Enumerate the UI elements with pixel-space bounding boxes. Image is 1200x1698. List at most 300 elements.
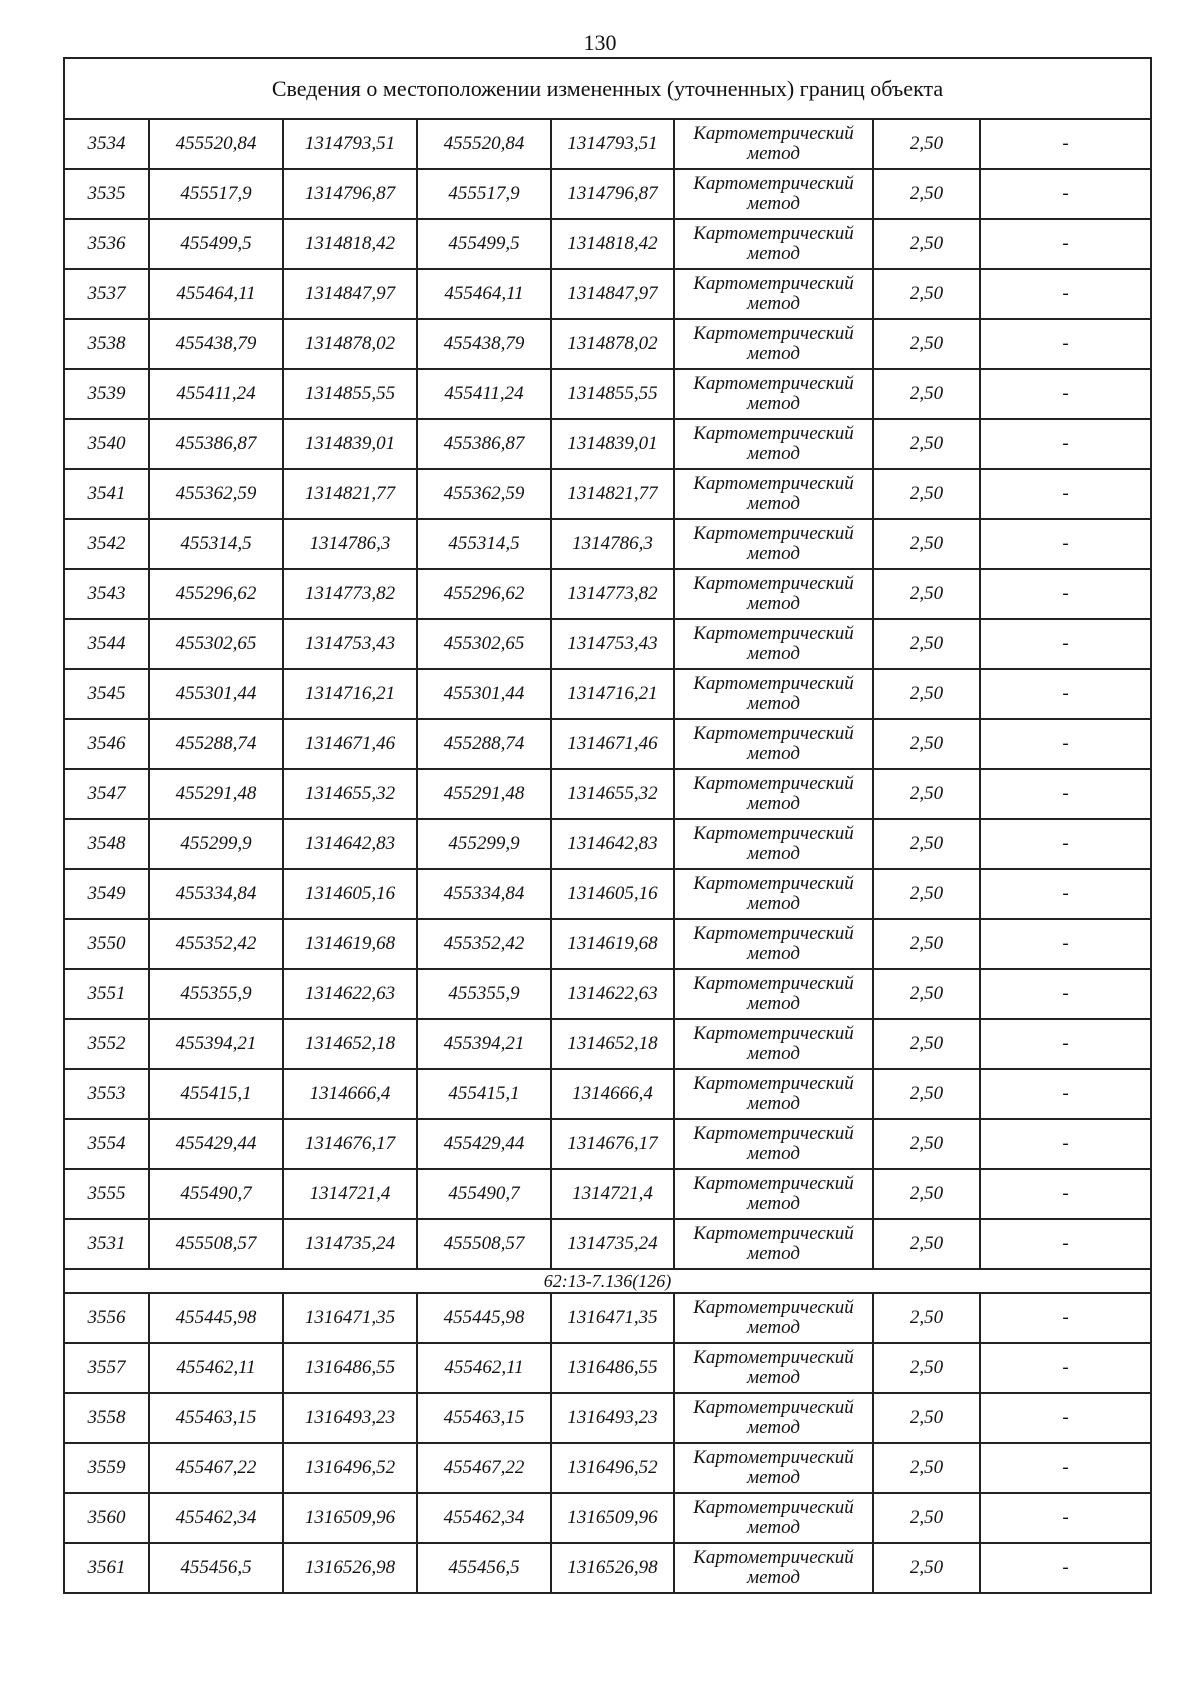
method-cell bbox=[674, 719, 873, 769]
point-number-cell: 3555 bbox=[64, 1169, 149, 1219]
description-cell: - bbox=[980, 619, 1151, 669]
accuracy-cell: 2,50 bbox=[873, 1393, 980, 1443]
method-word-2: метод bbox=[747, 1367, 800, 1388]
y-existing-cell: 1314818,42 bbox=[283, 219, 417, 269]
description-cell: - bbox=[980, 269, 1151, 319]
point-number-cell: 3554 bbox=[64, 1119, 149, 1169]
y-existing-cell: 1314666,4 bbox=[283, 1069, 417, 1119]
point-number-cell: 3538 bbox=[64, 319, 149, 369]
point-number-cell: 3559 bbox=[64, 1443, 149, 1493]
method-cell bbox=[674, 1019, 873, 1069]
method-word-1: Картометрический bbox=[693, 1447, 854, 1468]
point-number-cell: 3552 bbox=[64, 1019, 149, 1069]
x-existing-cell: 455288,74 bbox=[149, 719, 283, 769]
method-cell bbox=[674, 219, 873, 269]
method-word-2: метод bbox=[747, 1317, 800, 1338]
method-cell bbox=[674, 519, 873, 569]
x-existing-cell: 455301,44 bbox=[149, 669, 283, 719]
y-new-cell: 1316496,52 bbox=[551, 1443, 674, 1493]
accuracy-cell: 2,50 bbox=[873, 1219, 980, 1269]
accuracy-cell: 2,50 bbox=[873, 969, 980, 1019]
method-word-2: метод bbox=[747, 843, 800, 864]
x-existing-cell: 455464,11 bbox=[149, 269, 283, 319]
table-row bbox=[64, 919, 1151, 969]
x-existing-cell: 455517,9 bbox=[149, 169, 283, 219]
accuracy-cell: 2,50 bbox=[873, 1169, 980, 1219]
table-title: Сведения о местоположении измененных (уточненных) границ объекта bbox=[64, 58, 1151, 119]
method-cell bbox=[674, 819, 873, 869]
method-word-1: Картометрический bbox=[693, 123, 854, 144]
method-word-2: метод bbox=[747, 643, 800, 664]
method-word-1: Картометрический bbox=[693, 773, 854, 794]
method-word-1: Картометрический bbox=[693, 723, 854, 744]
method-word-2: метод bbox=[747, 293, 800, 314]
y-existing-cell: 1316496,52 bbox=[283, 1443, 417, 1493]
x-new-cell: 455508,57 bbox=[417, 1219, 551, 1269]
method-word-2: метод bbox=[747, 993, 800, 1014]
y-existing-cell: 1314676,17 bbox=[283, 1119, 417, 1169]
method-cell bbox=[674, 369, 873, 419]
method-word-2: метод bbox=[747, 893, 800, 914]
description-cell: - bbox=[980, 1343, 1151, 1393]
method-cell bbox=[674, 319, 873, 369]
method-cell bbox=[674, 1069, 873, 1119]
method-word-1: Картометрический bbox=[693, 1297, 854, 1318]
method-cell bbox=[674, 1543, 873, 1593]
description-cell: - bbox=[980, 319, 1151, 369]
y-new-cell: 1314793,51 bbox=[551, 119, 674, 169]
x-new-cell: 455520,84 bbox=[417, 119, 551, 169]
method-word-1: Картометрический bbox=[693, 273, 854, 294]
x-existing-cell: 455429,44 bbox=[149, 1119, 283, 1169]
table-row bbox=[64, 1293, 1151, 1343]
x-existing-cell: 455296,62 bbox=[149, 569, 283, 619]
method-word-2: метод bbox=[747, 1093, 800, 1114]
x-existing-cell: 455438,79 bbox=[149, 319, 283, 369]
table-row bbox=[64, 319, 1151, 369]
method-word-2: метод bbox=[747, 743, 800, 764]
y-existing-cell: 1314716,21 bbox=[283, 669, 417, 719]
description-cell: - bbox=[980, 919, 1151, 969]
description-cell: - bbox=[980, 1019, 1151, 1069]
description-cell: - bbox=[980, 569, 1151, 619]
y-new-cell: 1314652,18 bbox=[551, 1019, 674, 1069]
y-existing-cell: 1314619,68 bbox=[283, 919, 417, 969]
description-cell: - bbox=[980, 1219, 1151, 1269]
description-cell: - bbox=[980, 219, 1151, 269]
method-cell bbox=[674, 1393, 873, 1443]
method-cell bbox=[674, 1219, 873, 1269]
y-new-cell: 1314773,82 bbox=[551, 569, 674, 619]
description-cell: - bbox=[980, 869, 1151, 919]
method-cell bbox=[674, 469, 873, 519]
method-word-1: Картометрический bbox=[693, 1023, 854, 1044]
accuracy-cell: 2,50 bbox=[873, 619, 980, 669]
method-word-2: метод bbox=[747, 343, 800, 364]
y-existing-cell: 1314847,97 bbox=[283, 269, 417, 319]
method-cell bbox=[674, 1343, 873, 1393]
table-row bbox=[64, 719, 1151, 769]
y-new-cell: 1314878,02 bbox=[551, 319, 674, 369]
description-cell: - bbox=[980, 719, 1151, 769]
point-number-cell: 3553 bbox=[64, 1069, 149, 1119]
y-existing-cell: 1316486,55 bbox=[283, 1343, 417, 1393]
point-number-cell: 3548 bbox=[64, 819, 149, 869]
x-existing-cell: 455394,21 bbox=[149, 1019, 283, 1069]
method-word-1: Картометрический bbox=[693, 173, 854, 194]
y-new-cell: 1314666,4 bbox=[551, 1069, 674, 1119]
x-new-cell: 455299,9 bbox=[417, 819, 551, 869]
x-existing-cell: 455520,84 bbox=[149, 119, 283, 169]
method-cell bbox=[674, 969, 873, 1019]
table-row bbox=[64, 1119, 1151, 1169]
description-cell: - bbox=[980, 769, 1151, 819]
method-cell bbox=[674, 669, 873, 719]
x-existing-cell: 455362,59 bbox=[149, 469, 283, 519]
table-row bbox=[64, 469, 1151, 519]
x-new-cell: 455314,5 bbox=[417, 519, 551, 569]
x-existing-cell: 455386,87 bbox=[149, 419, 283, 469]
description-cell: - bbox=[980, 519, 1151, 569]
y-new-cell: 1314676,17 bbox=[551, 1119, 674, 1169]
accuracy-cell: 2,50 bbox=[873, 419, 980, 469]
method-word-1: Картометрический bbox=[693, 1397, 854, 1418]
x-new-cell: 455462,34 bbox=[417, 1493, 551, 1543]
method-word-1: Картометрический bbox=[693, 1123, 854, 1144]
y-new-cell: 1314655,32 bbox=[551, 769, 674, 819]
method-word-2: метод bbox=[747, 1193, 800, 1214]
y-existing-cell: 1314721,4 bbox=[283, 1169, 417, 1219]
y-existing-cell: 1316526,98 bbox=[283, 1543, 417, 1593]
method-word-2: метод bbox=[747, 1043, 800, 1064]
y-existing-cell: 1314878,02 bbox=[283, 319, 417, 369]
x-existing-cell: 455508,57 bbox=[149, 1219, 283, 1269]
y-existing-cell: 1314773,82 bbox=[283, 569, 417, 619]
table-row bbox=[64, 1343, 1151, 1393]
accuracy-cell: 2,50 bbox=[873, 1543, 980, 1593]
accuracy-cell: 2,50 bbox=[873, 1443, 980, 1493]
x-new-cell: 455467,22 bbox=[417, 1443, 551, 1493]
accuracy-cell: 2,50 bbox=[873, 169, 980, 219]
accuracy-cell: 2,50 bbox=[873, 869, 980, 919]
y-new-cell: 1314622,63 bbox=[551, 969, 674, 1019]
method-word-2: метод bbox=[747, 943, 800, 964]
method-cell bbox=[674, 1169, 873, 1219]
table-row bbox=[64, 1169, 1151, 1219]
accuracy-cell: 2,50 bbox=[873, 1119, 980, 1169]
y-new-cell: 1314821,77 bbox=[551, 469, 674, 519]
method-word-1: Картометрический bbox=[693, 1347, 854, 1368]
point-number-cell: 3544 bbox=[64, 619, 149, 669]
method-word-2: метод bbox=[747, 1567, 800, 1588]
y-new-cell: 1314855,55 bbox=[551, 369, 674, 419]
point-number-cell: 3557 bbox=[64, 1343, 149, 1393]
accuracy-cell: 2,50 bbox=[873, 319, 980, 369]
method-word-2: метод bbox=[747, 1243, 800, 1264]
method-word-1: Картометрический bbox=[693, 923, 854, 944]
accuracy-cell: 2,50 bbox=[873, 569, 980, 619]
accuracy-cell: 2,50 bbox=[873, 819, 980, 869]
x-existing-cell: 455314,5 bbox=[149, 519, 283, 569]
description-cell: - bbox=[980, 1393, 1151, 1443]
method-word-1: Картометрический bbox=[693, 1223, 854, 1244]
point-number-cell: 3545 bbox=[64, 669, 149, 719]
x-new-cell: 455456,5 bbox=[417, 1543, 551, 1593]
y-new-cell: 1316526,98 bbox=[551, 1543, 674, 1593]
accuracy-cell: 2,50 bbox=[873, 1019, 980, 1069]
accuracy-cell: 2,50 bbox=[873, 219, 980, 269]
x-new-cell: 455334,84 bbox=[417, 869, 551, 919]
table-row bbox=[64, 819, 1151, 869]
method-word-1: Картометрический bbox=[693, 573, 854, 594]
table-row bbox=[64, 369, 1151, 419]
x-new-cell: 455288,74 bbox=[417, 719, 551, 769]
method-word-2: метод bbox=[747, 1143, 800, 1164]
y-new-cell: 1316471,35 bbox=[551, 1293, 674, 1343]
point-number-cell: 3541 bbox=[64, 469, 149, 519]
y-existing-cell: 1314735,24 bbox=[283, 1219, 417, 1269]
point-number-cell: 3561 bbox=[64, 1543, 149, 1593]
description-cell: - bbox=[980, 119, 1151, 169]
x-new-cell: 455463,15 bbox=[417, 1393, 551, 1443]
method-word-1: Картометрический bbox=[693, 623, 854, 644]
method-word-2: метод bbox=[747, 1517, 800, 1538]
y-new-cell: 1314642,83 bbox=[551, 819, 674, 869]
y-existing-cell: 1314839,01 bbox=[283, 419, 417, 469]
method-word-1: Картометрический bbox=[693, 423, 854, 444]
accuracy-cell: 2,50 bbox=[873, 1493, 980, 1543]
accuracy-cell: 2,50 bbox=[873, 519, 980, 569]
x-existing-cell: 455302,65 bbox=[149, 619, 283, 669]
y-new-cell: 1316509,96 bbox=[551, 1493, 674, 1543]
table-row bbox=[64, 169, 1151, 219]
accuracy-cell: 2,50 bbox=[873, 1069, 980, 1119]
table-row bbox=[64, 119, 1151, 169]
point-number-cell: 3531 bbox=[64, 1219, 149, 1269]
x-new-cell: 455517,9 bbox=[417, 169, 551, 219]
method-cell bbox=[674, 419, 873, 469]
x-existing-cell: 455499,5 bbox=[149, 219, 283, 269]
method-word-2: метод bbox=[747, 493, 800, 514]
table-title-row bbox=[64, 58, 1151, 119]
x-existing-cell: 455463,15 bbox=[149, 1393, 283, 1443]
method-cell bbox=[674, 269, 873, 319]
method-word-2: метод bbox=[747, 543, 800, 564]
y-existing-cell: 1314605,16 bbox=[283, 869, 417, 919]
method-word-2: метод bbox=[747, 593, 800, 614]
x-new-cell: 455386,87 bbox=[417, 419, 551, 469]
x-existing-cell: 455467,22 bbox=[149, 1443, 283, 1493]
y-new-cell: 1316493,23 bbox=[551, 1393, 674, 1443]
point-number-cell: 3560 bbox=[64, 1493, 149, 1543]
y-new-cell: 1314716,21 bbox=[551, 669, 674, 719]
x-existing-cell: 455411,24 bbox=[149, 369, 283, 419]
x-new-cell: 455438,79 bbox=[417, 319, 551, 369]
accuracy-cell: 2,50 bbox=[873, 919, 980, 969]
x-existing-cell: 455415,1 bbox=[149, 1069, 283, 1119]
point-number-cell: 3549 bbox=[64, 869, 149, 919]
y-existing-cell: 1314652,18 bbox=[283, 1019, 417, 1069]
description-cell: - bbox=[980, 819, 1151, 869]
table-row bbox=[64, 569, 1151, 619]
method-cell bbox=[674, 919, 873, 969]
method-word-1: Картометрический bbox=[693, 473, 854, 494]
method-word-2: метод bbox=[747, 1467, 800, 1488]
y-existing-cell: 1314671,46 bbox=[283, 719, 417, 769]
table-row bbox=[64, 619, 1151, 669]
point-number-cell: 3550 bbox=[64, 919, 149, 969]
table-row bbox=[64, 269, 1151, 319]
method-word-1: Картометрический bbox=[693, 323, 854, 344]
method-word-2: метод bbox=[747, 1417, 800, 1438]
point-number-cell: 3539 bbox=[64, 369, 149, 419]
y-existing-cell: 1314821,77 bbox=[283, 469, 417, 519]
point-number-cell: 3534 bbox=[64, 119, 149, 169]
y-new-cell: 1314839,01 bbox=[551, 419, 674, 469]
x-existing-cell: 455445,98 bbox=[149, 1293, 283, 1343]
description-cell: - bbox=[980, 669, 1151, 719]
method-word-1: Картометрический bbox=[693, 223, 854, 244]
y-new-cell: 1314735,24 bbox=[551, 1219, 674, 1269]
method-word-2: метод bbox=[747, 393, 800, 414]
y-new-cell: 1316486,55 bbox=[551, 1343, 674, 1393]
x-existing-cell: 455462,34 bbox=[149, 1493, 283, 1543]
method-word-2: метод bbox=[747, 143, 800, 164]
table-row bbox=[64, 869, 1151, 919]
y-new-cell: 1314818,42 bbox=[551, 219, 674, 269]
y-existing-cell: 1316471,35 bbox=[283, 1293, 417, 1343]
x-new-cell: 455499,5 bbox=[417, 219, 551, 269]
y-existing-cell: 1314793,51 bbox=[283, 119, 417, 169]
method-cell bbox=[674, 1493, 873, 1543]
coordinates-table bbox=[63, 57, 1152, 1594]
method-cell bbox=[674, 869, 873, 919]
y-new-cell: 1314671,46 bbox=[551, 719, 674, 769]
description-cell: - bbox=[980, 1543, 1151, 1593]
x-new-cell: 455429,44 bbox=[417, 1119, 551, 1169]
description-cell: - bbox=[980, 1069, 1151, 1119]
method-cell bbox=[674, 1119, 873, 1169]
point-number-cell: 3546 bbox=[64, 719, 149, 769]
point-number-cell: 3547 bbox=[64, 769, 149, 819]
x-new-cell: 455411,24 bbox=[417, 369, 551, 419]
table-row bbox=[64, 669, 1151, 719]
description-cell: - bbox=[980, 369, 1151, 419]
table-row bbox=[64, 419, 1151, 469]
x-new-cell: 455394,21 bbox=[417, 1019, 551, 1069]
method-word-2: метод bbox=[747, 693, 800, 714]
method-word-2: метод bbox=[747, 443, 800, 464]
method-cell bbox=[674, 619, 873, 669]
accuracy-cell: 2,50 bbox=[873, 769, 980, 819]
method-word-1: Картометрический bbox=[693, 523, 854, 544]
y-new-cell: 1314753,43 bbox=[551, 619, 674, 669]
method-word-1: Картометрический bbox=[693, 1173, 854, 1194]
method-word-1: Картометрический bbox=[693, 973, 854, 994]
x-new-cell: 455362,59 bbox=[417, 469, 551, 519]
x-new-cell: 455291,48 bbox=[417, 769, 551, 819]
x-new-cell: 455445,98 bbox=[417, 1293, 551, 1343]
y-existing-cell: 1314855,55 bbox=[283, 369, 417, 419]
point-number-cell: 3535 bbox=[64, 169, 149, 219]
method-cell bbox=[674, 1293, 873, 1343]
method-word-2: метод bbox=[747, 243, 800, 264]
description-cell: - bbox=[980, 1119, 1151, 1169]
y-new-cell: 1314796,87 bbox=[551, 169, 674, 219]
accuracy-cell: 2,50 bbox=[873, 669, 980, 719]
y-existing-cell: 1316493,23 bbox=[283, 1393, 417, 1443]
table-row bbox=[64, 1543, 1151, 1593]
x-existing-cell: 455352,42 bbox=[149, 919, 283, 969]
accuracy-cell: 2,50 bbox=[873, 469, 980, 519]
accuracy-cell: 2,50 bbox=[873, 719, 980, 769]
x-existing-cell: 455299,9 bbox=[149, 819, 283, 869]
description-cell: - bbox=[980, 1169, 1151, 1219]
table-body bbox=[64, 58, 1151, 1593]
description-cell: - bbox=[980, 469, 1151, 519]
x-new-cell: 455355,9 bbox=[417, 969, 551, 1019]
x-new-cell: 455490,7 bbox=[417, 1169, 551, 1219]
method-word-1: Картометрический bbox=[693, 1497, 854, 1518]
method-cell bbox=[674, 769, 873, 819]
page-number: 130 bbox=[583, 30, 617, 55]
y-new-cell: 1314786,3 bbox=[551, 519, 674, 569]
method-word-1: Картометрический bbox=[693, 873, 854, 894]
x-new-cell: 455352,42 bbox=[417, 919, 551, 969]
y-existing-cell: 1314786,3 bbox=[283, 519, 417, 569]
table-row bbox=[64, 1393, 1151, 1443]
x-existing-cell: 455490,7 bbox=[149, 1169, 283, 1219]
section-label: 62:13-7.136(126) bbox=[64, 1269, 1151, 1293]
method-word-2: метод bbox=[747, 793, 800, 814]
method-cell bbox=[674, 169, 873, 219]
point-number-cell: 3540 bbox=[64, 419, 149, 469]
y-existing-cell: 1316509,96 bbox=[283, 1493, 417, 1543]
x-new-cell: 455301,44 bbox=[417, 669, 551, 719]
table-row bbox=[64, 519, 1151, 569]
y-existing-cell: 1314655,32 bbox=[283, 769, 417, 819]
description-cell: - bbox=[980, 419, 1151, 469]
table-row bbox=[64, 769, 1151, 819]
method-word-1: Картометрический bbox=[693, 823, 854, 844]
y-existing-cell: 1314753,43 bbox=[283, 619, 417, 669]
point-number-cell: 3558 bbox=[64, 1393, 149, 1443]
table-row bbox=[64, 1069, 1151, 1119]
y-existing-cell: 1314622,63 bbox=[283, 969, 417, 1019]
x-existing-cell: 455334,84 bbox=[149, 869, 283, 919]
section-header-row bbox=[64, 1269, 1151, 1293]
x-new-cell: 455296,62 bbox=[417, 569, 551, 619]
method-cell bbox=[674, 569, 873, 619]
y-new-cell: 1314721,4 bbox=[551, 1169, 674, 1219]
x-new-cell: 455464,11 bbox=[417, 269, 551, 319]
description-cell: - bbox=[980, 169, 1151, 219]
table-row bbox=[64, 1493, 1151, 1543]
x-new-cell: 455415,1 bbox=[417, 1069, 551, 1119]
description-cell: - bbox=[980, 1493, 1151, 1543]
method-word-2: метод bbox=[747, 193, 800, 214]
description-cell: - bbox=[980, 969, 1151, 1019]
y-new-cell: 1314605,16 bbox=[551, 869, 674, 919]
accuracy-cell: 2,50 bbox=[873, 1293, 980, 1343]
table-row bbox=[64, 1019, 1151, 1069]
accuracy-cell: 2,50 bbox=[873, 119, 980, 169]
y-new-cell: 1314619,68 bbox=[551, 919, 674, 969]
accuracy-cell: 2,50 bbox=[873, 1343, 980, 1393]
method-cell bbox=[674, 1443, 873, 1493]
x-existing-cell: 455456,5 bbox=[149, 1543, 283, 1593]
method-word-1: Картометрический bbox=[693, 1547, 854, 1568]
